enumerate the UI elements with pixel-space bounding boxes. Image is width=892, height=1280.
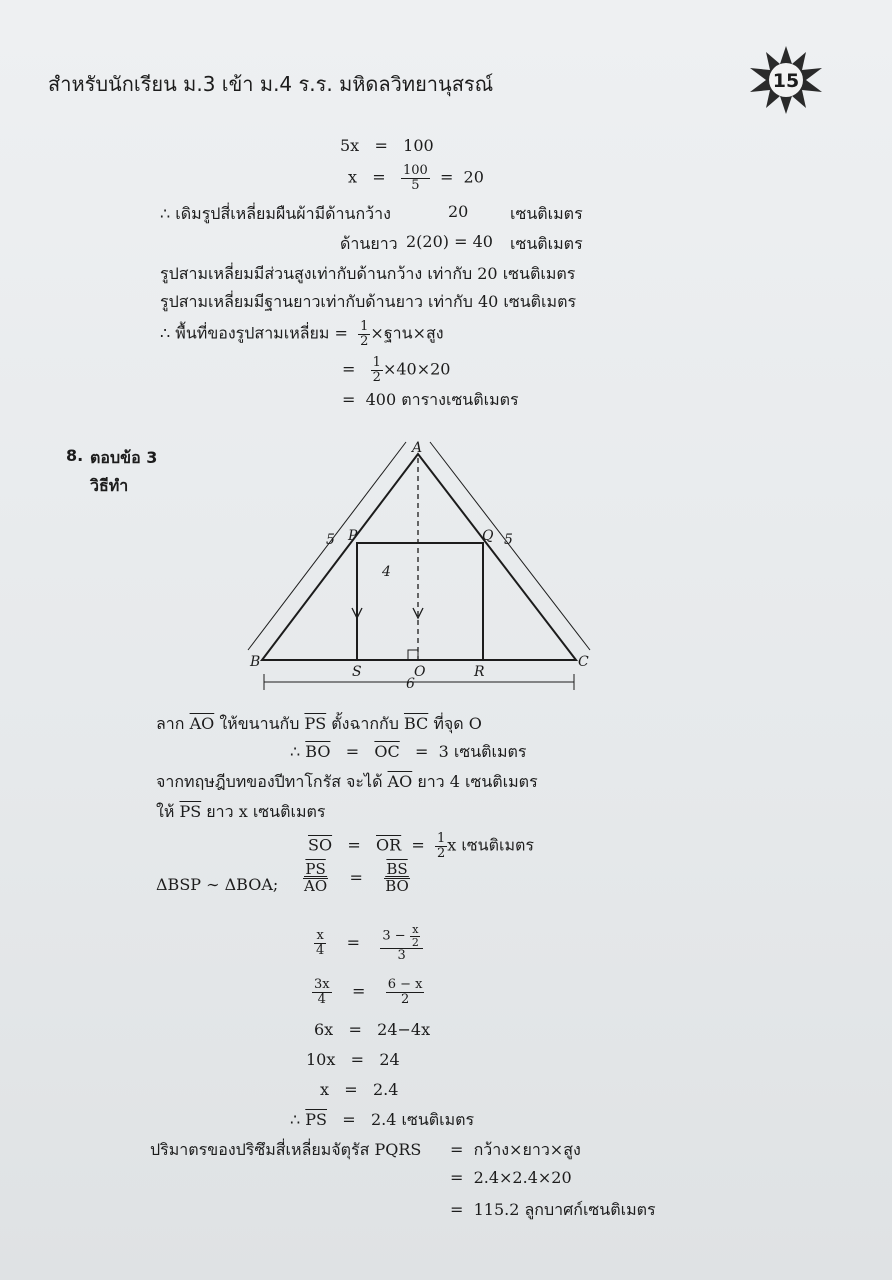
label-R: R — [474, 664, 485, 680]
q8-step11: x = 2.4 — [320, 1080, 399, 1099]
label-C: C — [578, 654, 589, 670]
p7-line1: 5x = 100 — [340, 136, 434, 155]
q8-step1: ลาก $\overline{AO}$ ให้ขนานกับ $\overline{PS}$ ตั้งฉากกับ $\overline{BC}$ ที่จุด O — [156, 714, 482, 733]
p7-line3: ∴ เดิมรูปสี่เหลี่ยมผืนผ้ามีด้านกว้าง — [160, 204, 391, 223]
q8-step2: ∴ $\overline{BO}$ = $\overline{OC}$ = 3 เซนติเมตร — [290, 742, 527, 761]
q8-answer: ตอบข้อ 3 — [90, 448, 158, 467]
q8-similarity: ΔBSP ∼ ΔBOA; — [156, 875, 279, 894]
q8-step12: ∴ $\overline{PS}$ = 2.4 เซนติเมตร — [290, 1110, 475, 1129]
q8-step15: = 115.2 ลูกบาศก์เซนติเมตร — [450, 1200, 656, 1219]
label-O: O — [414, 664, 426, 680]
label-B: B — [250, 654, 261, 670]
triangle-diagram — [230, 436, 610, 692]
label-P: P — [348, 528, 358, 544]
p7-line9: = 400 ตารางเซนติเมตร — [342, 390, 519, 409]
q8-step10: 10x = 24 — [306, 1050, 400, 1069]
q8-step13: = กว้าง×ยาว×สูง — [450, 1140, 581, 1159]
label-Q: Q — [482, 528, 494, 544]
p7-line5: รูปสามเหลี่ยมมีส่วนสูงเท่ากับด้านกว้าง เท่ากับ 20 เซนติเมตร — [160, 264, 576, 283]
triangle-ABC — [262, 454, 576, 660]
page-number: 15 — [772, 70, 800, 92]
q8-method: วิธีทำ — [90, 476, 129, 495]
q8-step3: จากทฤษฎีบทของปีทาโกรัส จะได้ $\overline{AO}$ ยาว 4 เซนติเมตร — [156, 772, 538, 791]
label-height: 4 — [382, 564, 391, 580]
q8-step14: = 2.4×2.4×20 — [450, 1168, 572, 1187]
q8-volume-label: ปริมาตรของปริซึมสี่เหลี่ยมจัตุรัส PQRS — [150, 1140, 422, 1159]
p7-length-label: ด้านยาว — [340, 234, 398, 253]
label-side-right: 5 — [504, 532, 513, 548]
p7-line7: ∴ พื้นที่ของรูปสามเหลี่ยม = $\frac{1}{2}$ ×ฐาน×สูง — [160, 319, 444, 349]
page-header-title: สำหรับนักเรียน ม.3 เข้า ม.4 ร.ร. มหิดลวิทยานุสรณ์ — [48, 72, 494, 96]
p7-length-value: 2(20) = 40 — [406, 232, 493, 251]
label-side-left: 5 — [326, 532, 335, 548]
q8-step7: $\frac{x}{4}$ = 3 − $\frac{x}{2}$ 3 — [314, 924, 423, 963]
q8-step6: $\frac{\overline{PS}}{AO}$ = $\frac{\overline{BS}}{BO}$ — [304, 860, 409, 895]
p7-line8: = $\frac{1}{2}$ ×40×20 — [342, 355, 451, 385]
label-base: 6 — [406, 676, 415, 692]
p7-width-value: 20 — [448, 202, 469, 221]
q8-step8: $\frac{3x}{4}$ = $\frac{6 - x}{2}$ — [314, 977, 423, 1007]
square-PQRS — [357, 543, 483, 660]
p7-line2: x = $\frac{100}{5}$ = 20 — [348, 163, 484, 193]
q8-number: 8. — [66, 446, 84, 465]
label-S: S — [352, 664, 362, 680]
q8-step9: 6x = 24−4x — [314, 1020, 431, 1039]
p7-line6: รูปสามเหลี่ยมมีฐานยาวเท่ากับด้านยาว เท่ากับ 40 เซนติเมตร — [160, 292, 577, 311]
page-number-badge — [746, 44, 826, 116]
p7-width-unit: เซนติเมตร — [510, 204, 583, 223]
q8-step4: ให้ $\overline{PS}$ ยาว x เซนติเมตร — [156, 802, 326, 821]
q8-step5: $\overline{SO}$ = $\overline{OR}$ = $\frac{1}{2}$ x เซนติเมตร — [308, 831, 534, 861]
right-angle-marker — [408, 650, 418, 660]
label-A: A — [412, 440, 423, 456]
p7-length-unit: เซนติเมตร — [510, 234, 583, 253]
